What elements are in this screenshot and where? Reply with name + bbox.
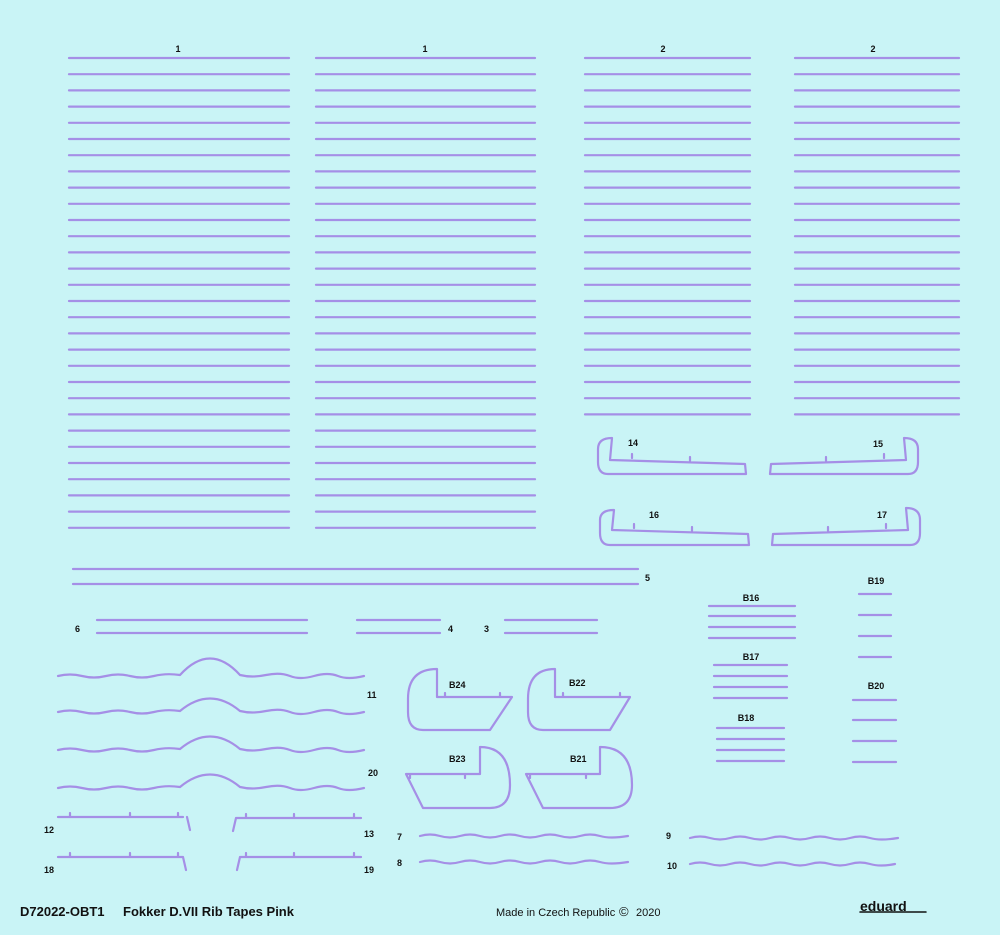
label-9: 9: [666, 831, 672, 841]
tape-b24: [408, 669, 512, 730]
label-11: 11: [367, 690, 377, 700]
label-b17: B17: [742, 652, 760, 662]
label-20: 20: [368, 768, 379, 778]
product-code: D72022-OBT1: [20, 904, 105, 919]
rib-tapes: [58, 438, 926, 912]
tape-18: [58, 853, 186, 870]
brand-logo: eduard: [860, 898, 907, 914]
tape-11: [58, 659, 364, 679]
tape-8: [420, 861, 628, 864]
label-4: 4: [448, 624, 454, 634]
label-b20: B20: [867, 681, 885, 691]
label-8: 8: [397, 858, 403, 868]
copyright-symbol: ©: [619, 904, 629, 919]
footer: [20, 898, 907, 919]
label-18: 18: [44, 865, 55, 875]
label-7: 7: [397, 832, 403, 842]
label-b19: B19: [867, 576, 885, 586]
label-b23: B23: [449, 754, 466, 764]
label-15: 15: [873, 439, 884, 449]
label-5: 5: [645, 573, 651, 583]
tape-12: [58, 813, 190, 830]
tape-7: [420, 835, 628, 838]
label-6: 6: [75, 624, 81, 634]
label-b16: B16: [742, 593, 760, 603]
label-b21: B21: [570, 754, 587, 764]
tape-20: [58, 775, 364, 791]
label-10: 10: [667, 861, 678, 871]
tape-10: [690, 863, 895, 866]
label-19: 19: [364, 865, 375, 875]
tape-20: [58, 737, 364, 753]
tape-17: [772, 508, 920, 545]
tape-9: [690, 837, 898, 840]
tape-11: [58, 699, 364, 715]
label-1: 1: [175, 44, 181, 54]
tape-13: [233, 814, 361, 831]
label-b18: B18: [737, 713, 755, 723]
copyright-year: 2020: [636, 907, 661, 919]
label-13: 13: [364, 829, 375, 839]
label-1: 1: [422, 44, 428, 54]
label-3: 3: [484, 624, 490, 634]
sheet-title: Fokker D.VII Rib Tapes Pink: [123, 904, 294, 919]
tape-15: [770, 438, 918, 474]
label-12: 12: [44, 825, 55, 835]
tape-16: [600, 510, 749, 545]
label-b24: B24: [449, 680, 466, 690]
label-2: 2: [660, 44, 666, 54]
tape-19: [237, 853, 361, 870]
label-b22: B22: [569, 678, 586, 688]
label-16: 16: [649, 510, 660, 520]
label-17: 17: [877, 510, 888, 520]
tape-14: [598, 438, 746, 474]
label-14: 14: [628, 438, 639, 448]
made-in-text: Made in Czech Republic: [496, 907, 616, 919]
label-2: 2: [870, 44, 876, 54]
